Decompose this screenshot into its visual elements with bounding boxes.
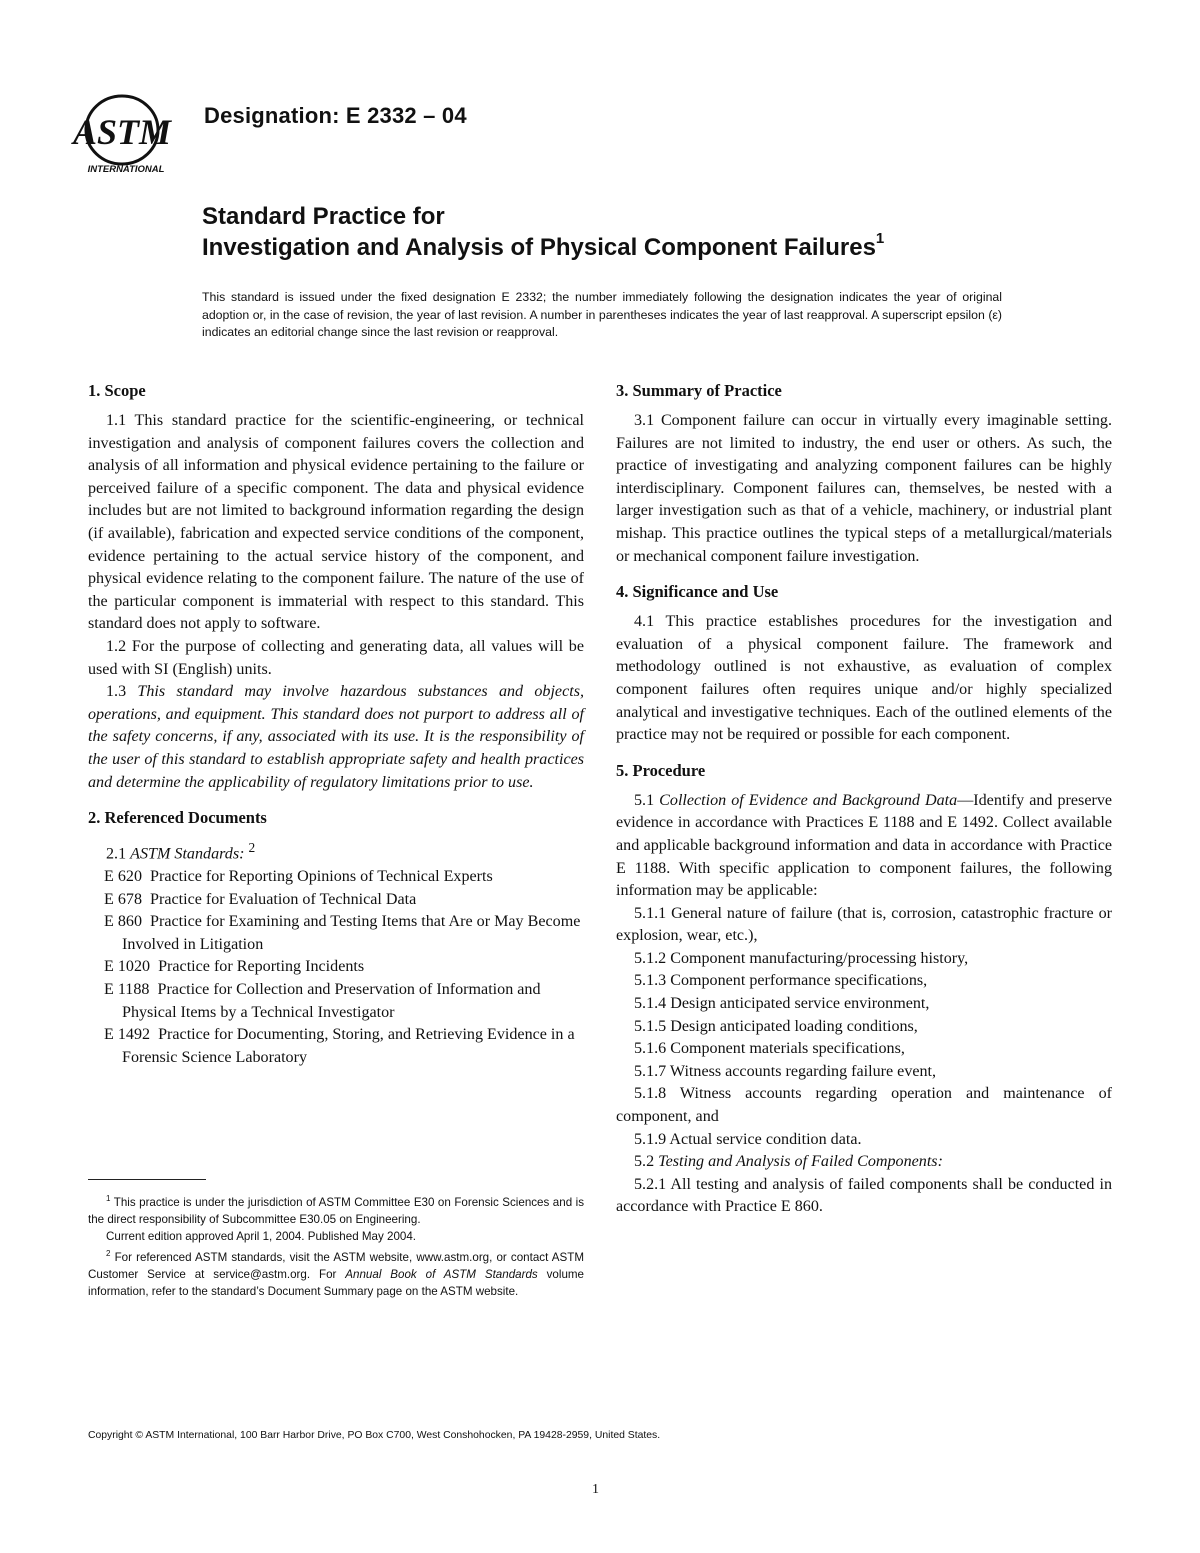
procedure-item: 5.1.1 General nature of failure (that is, corrosion, catastrophic fracture or explosion, wear, etc.), [616, 904, 1112, 945]
page-number: 1 [592, 1482, 599, 1497]
footnote-1 [88, 1190, 584, 1228]
title-line-2 [202, 230, 885, 262]
ref-text: Practice for Examining and Testing Items that Are or May Become Involved in Litigation [122, 913, 581, 953]
ref-item [88, 911, 584, 956]
ref-item [88, 979, 584, 1024]
ref-code: E 678 [104, 890, 142, 908]
significance-heading: 4. Significance and Use [616, 582, 779, 602]
ref-item [88, 889, 584, 912]
scope-1-3 [88, 681, 584, 794]
logo-subtext: INTERNATIONAL [87, 164, 165, 175]
procedure-5-2 [616, 1151, 1112, 1174]
procedure-item: 5.1.2 Component manufacturing/processing history, [634, 949, 969, 967]
procedure-5-1 [616, 790, 1112, 903]
issuance-note: This standard is issued under the fixed designation E 2332; the number immediately following the designation indicates the year of original adoption or, in the case of revision, the year of last revision. A number in parentheses indicates the year of last reapproval. A superscript epsilon (ε) indicates an editorial change since the last revision or reapproval. [202, 290, 1002, 339]
astm-logo [68, 88, 194, 180]
footnote-1b: Current edition approved April 1, 2004. Published May 2004. [106, 1229, 417, 1243]
ref-item [88, 956, 584, 979]
astm-standards-num: 2.1 [106, 845, 127, 863]
procedure-item: 5.1.4 Design anticipated service environment, [634, 995, 930, 1013]
ref-text: Practice for Reporting Opinions of Technical Experts [150, 868, 493, 886]
scope-1-1: 1.1 This standard practice for the scientific-engineering, or technical investigation and analysis of component failures covers the collection and analysis of all information and physical evidence pertaining to the failure or perceived failure of a specific component. The data and physical evidence includes but are not limited to background information regarding the design (if available), fabrication and expected service conditions of the component, evidence pertaining to the actual service history of the component, and physical evidence relating to the component failure. The nature of the use of the particular component is immaterial with respect to this standard. This standard does not apply to software. [88, 412, 584, 633]
scope-1-3-text: This standard may involve hazardous substances and objects, operations, and equipment. This standard does not purport to address all of the safety concerns, if any, associated with its use. It is the responsibility of the user of this standard to establish appropriate safety and health practices and determine the applicability of regulatory limitations prior to use. [88, 683, 584, 791]
footnote-2-mark: 2 [106, 1248, 111, 1258]
procedure-item: 5.1.3 Component performance specifications, [634, 972, 928, 990]
ref-item [88, 866, 584, 889]
left-column [88, 380, 584, 1069]
scope-heading: 1. Scope [88, 381, 146, 400]
procedure-item: 5.1.7 Witness accounts regarding failure event, [634, 1062, 937, 1080]
procedure-5-1-text: —Identify and preserve evidence in accordance with Practices E 1188 and E 1492. Collect available and applicable background information and data in accordance with Practice E 1188. With specific application to component failures, the following information may be applicable: [616, 791, 1113, 900]
procedure-5-1-num: 5.1 [634, 791, 655, 809]
footnotes [88, 1190, 584, 1300]
ref-code: E 620 [104, 868, 142, 886]
ref-item [88, 1024, 584, 1069]
ref-text: Practice for Documenting, Storing, and Retrieving Evidence in a Forensic Science Laboratory [122, 1026, 575, 1066]
ref-code: E 1492 [104, 1026, 151, 1044]
designation: Designation: E 2332 – 04 [204, 103, 467, 128]
procedure-item: 5.1.6 Component materials specifications, [634, 1040, 905, 1058]
footnote-2-text-b: volume information, refer to the standard’s Document Summary page on the ASTM website. [88, 1267, 584, 1298]
scope-1-2: 1.2 For the purpose of collecting and generating data, all values will be used with SI (English) units. [88, 637, 584, 678]
title-text: Investigation and Analysis of Physical Component Failures [202, 234, 876, 261]
procedure-5-2-num: 5.2 [634, 1153, 655, 1171]
ref-text: Practice for Collection and Preservation of Information and Physical Items by a Technical Investigator [122, 981, 541, 1021]
right-column [616, 380, 1112, 1219]
procedure-item: 5.1.8 Witness accounts regarding operation and maintenance of component, and [616, 1085, 1112, 1126]
footnote-2-text-a: For referenced ASTM standards, visit the ASTM website, www.astm.org, or contact ASTM Customer Service at service@astm.org. For [88, 1250, 584, 1281]
footnote-1-text: This practice is under the jurisdiction of ASTM Committee E30 on Forensic Sciences and is the direct responsibility of Subcommittee E30.05 on Engineering. [88, 1195, 584, 1226]
astm-standards-label: ASTM Standards: [130, 845, 245, 863]
procedure-5-1-title: Collection of Evidence and Background Data [659, 791, 958, 809]
ref-text: Practice for Reporting Incidents [158, 958, 365, 976]
procedure-heading: 5. Procedure [616, 760, 706, 780]
footnote-1-mark: 1 [106, 1194, 111, 1203]
footnote-2 [88, 1245, 584, 1300]
ref-code: E 1188 [104, 981, 150, 999]
footnote-divider [88, 1179, 206, 1180]
ref-text: Practice for Evaluation of Technical Data [150, 890, 417, 908]
title-line-1: Standard Practice for [202, 203, 445, 230]
procedure-item: 5.1.9 Actual service condition data. [634, 1130, 862, 1148]
ref-code: E 1020 [104, 958, 151, 976]
referenced-heading: 2. Referenced Documents [88, 808, 267, 828]
ref-code: E 860 [104, 913, 142, 931]
astm-standards-line [88, 837, 584, 866]
procedure-item: 5.1.5 Design anticipated loading conditions, [634, 1017, 918, 1035]
procedure-5-2-title: Testing and Analysis of Failed Components: [658, 1153, 943, 1171]
title-footnote-mark: 1 [875, 230, 885, 247]
procedure-5-2-1: 5.2.1 All testing and analysis of failed components shall be conducted in accordance with Practice E 860. [616, 1175, 1112, 1216]
scope-1-3-num: 1.3 [106, 683, 127, 701]
logo-letters: ASTM [72, 112, 172, 152]
summary-heading: 3. Summary of Practice [616, 381, 782, 400]
summary-3-1: 3.1 Component failure can occur in virtually every imaginable setting. Failures are not limited to industry, the end user or others. As such, the practice of investigating and analyzing component failures can be highly interdisciplinary. Component failures can, themselves, be nested with a larger investigation such as that of a vehicle, machinery, or industrial plant mishap. This practice outlines the typical steps of a metallurgical/materials or mechanical component failure investigation. [616, 412, 1112, 565]
significance-4-1: 4.1 This practice establishes procedures for the investigation and evaluation of a physical component failure. The framework and methodology outlined is not exhaustive, as evaluation of complex component failures often requires unique and/or highly specialized analytical and investigative techniques. Each of the outlined elements of the practice may not be required or possible for each component. [616, 613, 1112, 744]
astm-standards-footnote-mark: 2 [248, 840, 256, 856]
copyright-notice: Copyright © ASTM International, 100 Barr Harbor Drive, PO Box C700, West Conshohocken, PA 19428-2959, United States. [88, 1430, 661, 1441]
footnote-2-italic: Annual Book of ASTM Standards [345, 1267, 538, 1281]
